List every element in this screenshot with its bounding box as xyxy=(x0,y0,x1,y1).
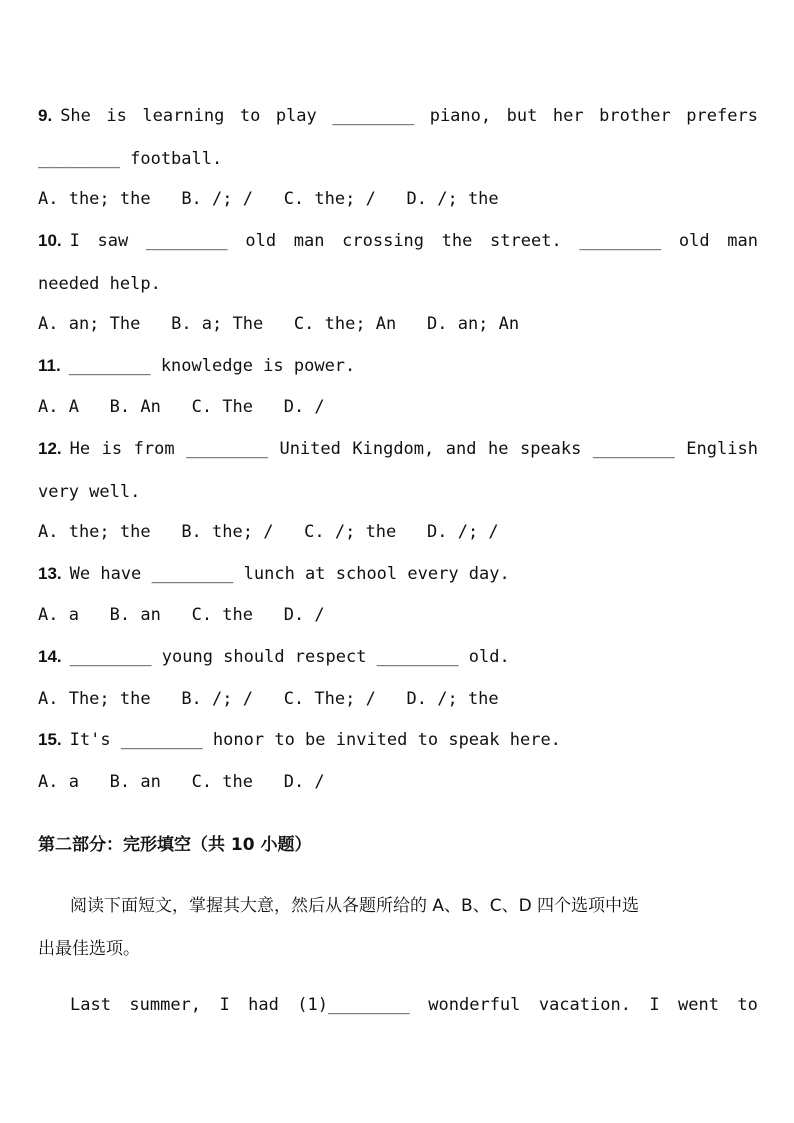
option-a: A. the; the xyxy=(38,189,151,209)
question-13-text: 13. We have ________ lunch at school every day. xyxy=(38,564,510,584)
option-a: A. the; the xyxy=(38,522,151,542)
option-b: B. /; / xyxy=(181,689,253,709)
option-b: B. /; / xyxy=(181,189,253,209)
option-a: A. The; the xyxy=(38,689,151,709)
question-14-options xyxy=(38,688,758,710)
question-number: 15. xyxy=(38,730,62,749)
question-15-text: 15. It's ________ honor to be invited to speak here. xyxy=(38,730,561,750)
option-c: C. The; / xyxy=(283,689,376,709)
question-number: 13. xyxy=(38,564,62,583)
question-10-line2: needed help. xyxy=(38,274,161,294)
question-9-options xyxy=(38,188,758,210)
passage-line1: Last summer, I had (1)________ wonderful vacation. I went to xyxy=(70,995,758,1015)
question-11-options xyxy=(38,396,758,418)
option-c: C. the xyxy=(191,605,253,625)
option-b: B. an xyxy=(109,605,161,625)
section-heading: 第二部分：完形填空（共 10 小题） xyxy=(38,835,312,855)
option-d: D. an; An xyxy=(427,314,520,334)
option-c: C. The xyxy=(191,397,253,417)
option-c: C. the xyxy=(191,772,253,792)
question-12-options xyxy=(38,521,758,543)
option-b: B. the; / xyxy=(181,522,274,542)
instruction-line2: 出最佳选项。 xyxy=(38,939,140,959)
option-d: D. /; the xyxy=(406,689,499,709)
option-d: D. /; the xyxy=(406,189,499,209)
option-a: A. a xyxy=(38,772,79,792)
question-number: 9. xyxy=(38,106,53,125)
question-10-line1: 10. I saw ________ old man crossing the street. ________ old man xyxy=(38,231,758,251)
option-d: D. / xyxy=(283,397,325,417)
option-d: D. / xyxy=(283,772,325,792)
question-15-options xyxy=(38,771,758,793)
question-11-text: 11. ________ knowledge is power. xyxy=(38,356,356,376)
option-b: B. a; The xyxy=(171,314,264,334)
option-a: A. an; The xyxy=(38,314,141,334)
question-14-text: 14. ________ young should respect ________ old. xyxy=(38,647,510,667)
question-number: 10. xyxy=(38,231,62,250)
question-12-line2: very well. xyxy=(38,482,141,502)
option-d: D. /; / xyxy=(427,522,499,542)
option-c: C. /; the xyxy=(304,522,397,542)
option-c: C. the; An xyxy=(293,314,397,334)
option-a: A. A xyxy=(38,397,79,417)
question-12-line1: 12. He is from ________ United Kingdom, and he speaks ________ English xyxy=(38,439,758,459)
question-number: 14. xyxy=(38,647,62,666)
question-9-line1: 9. She is learning to play ________ piano, but her brother prefers xyxy=(38,106,758,126)
instruction-line1: 阅读下面短文，掌握其大意，然后从各题所给的 A、B、C、D 四个选项中选 xyxy=(70,896,640,916)
question-10-options xyxy=(38,313,758,335)
option-b: B. an xyxy=(109,772,161,792)
option-d: D. / xyxy=(283,605,325,625)
option-b: B. An xyxy=(109,397,161,417)
option-a: A. a xyxy=(38,605,79,625)
question-number: 11. xyxy=(38,356,61,375)
question-number: 12. xyxy=(38,439,62,458)
option-c: C. the; / xyxy=(283,189,376,209)
question-13-options xyxy=(38,604,758,626)
question-9-line2: ________ football. xyxy=(38,149,223,169)
